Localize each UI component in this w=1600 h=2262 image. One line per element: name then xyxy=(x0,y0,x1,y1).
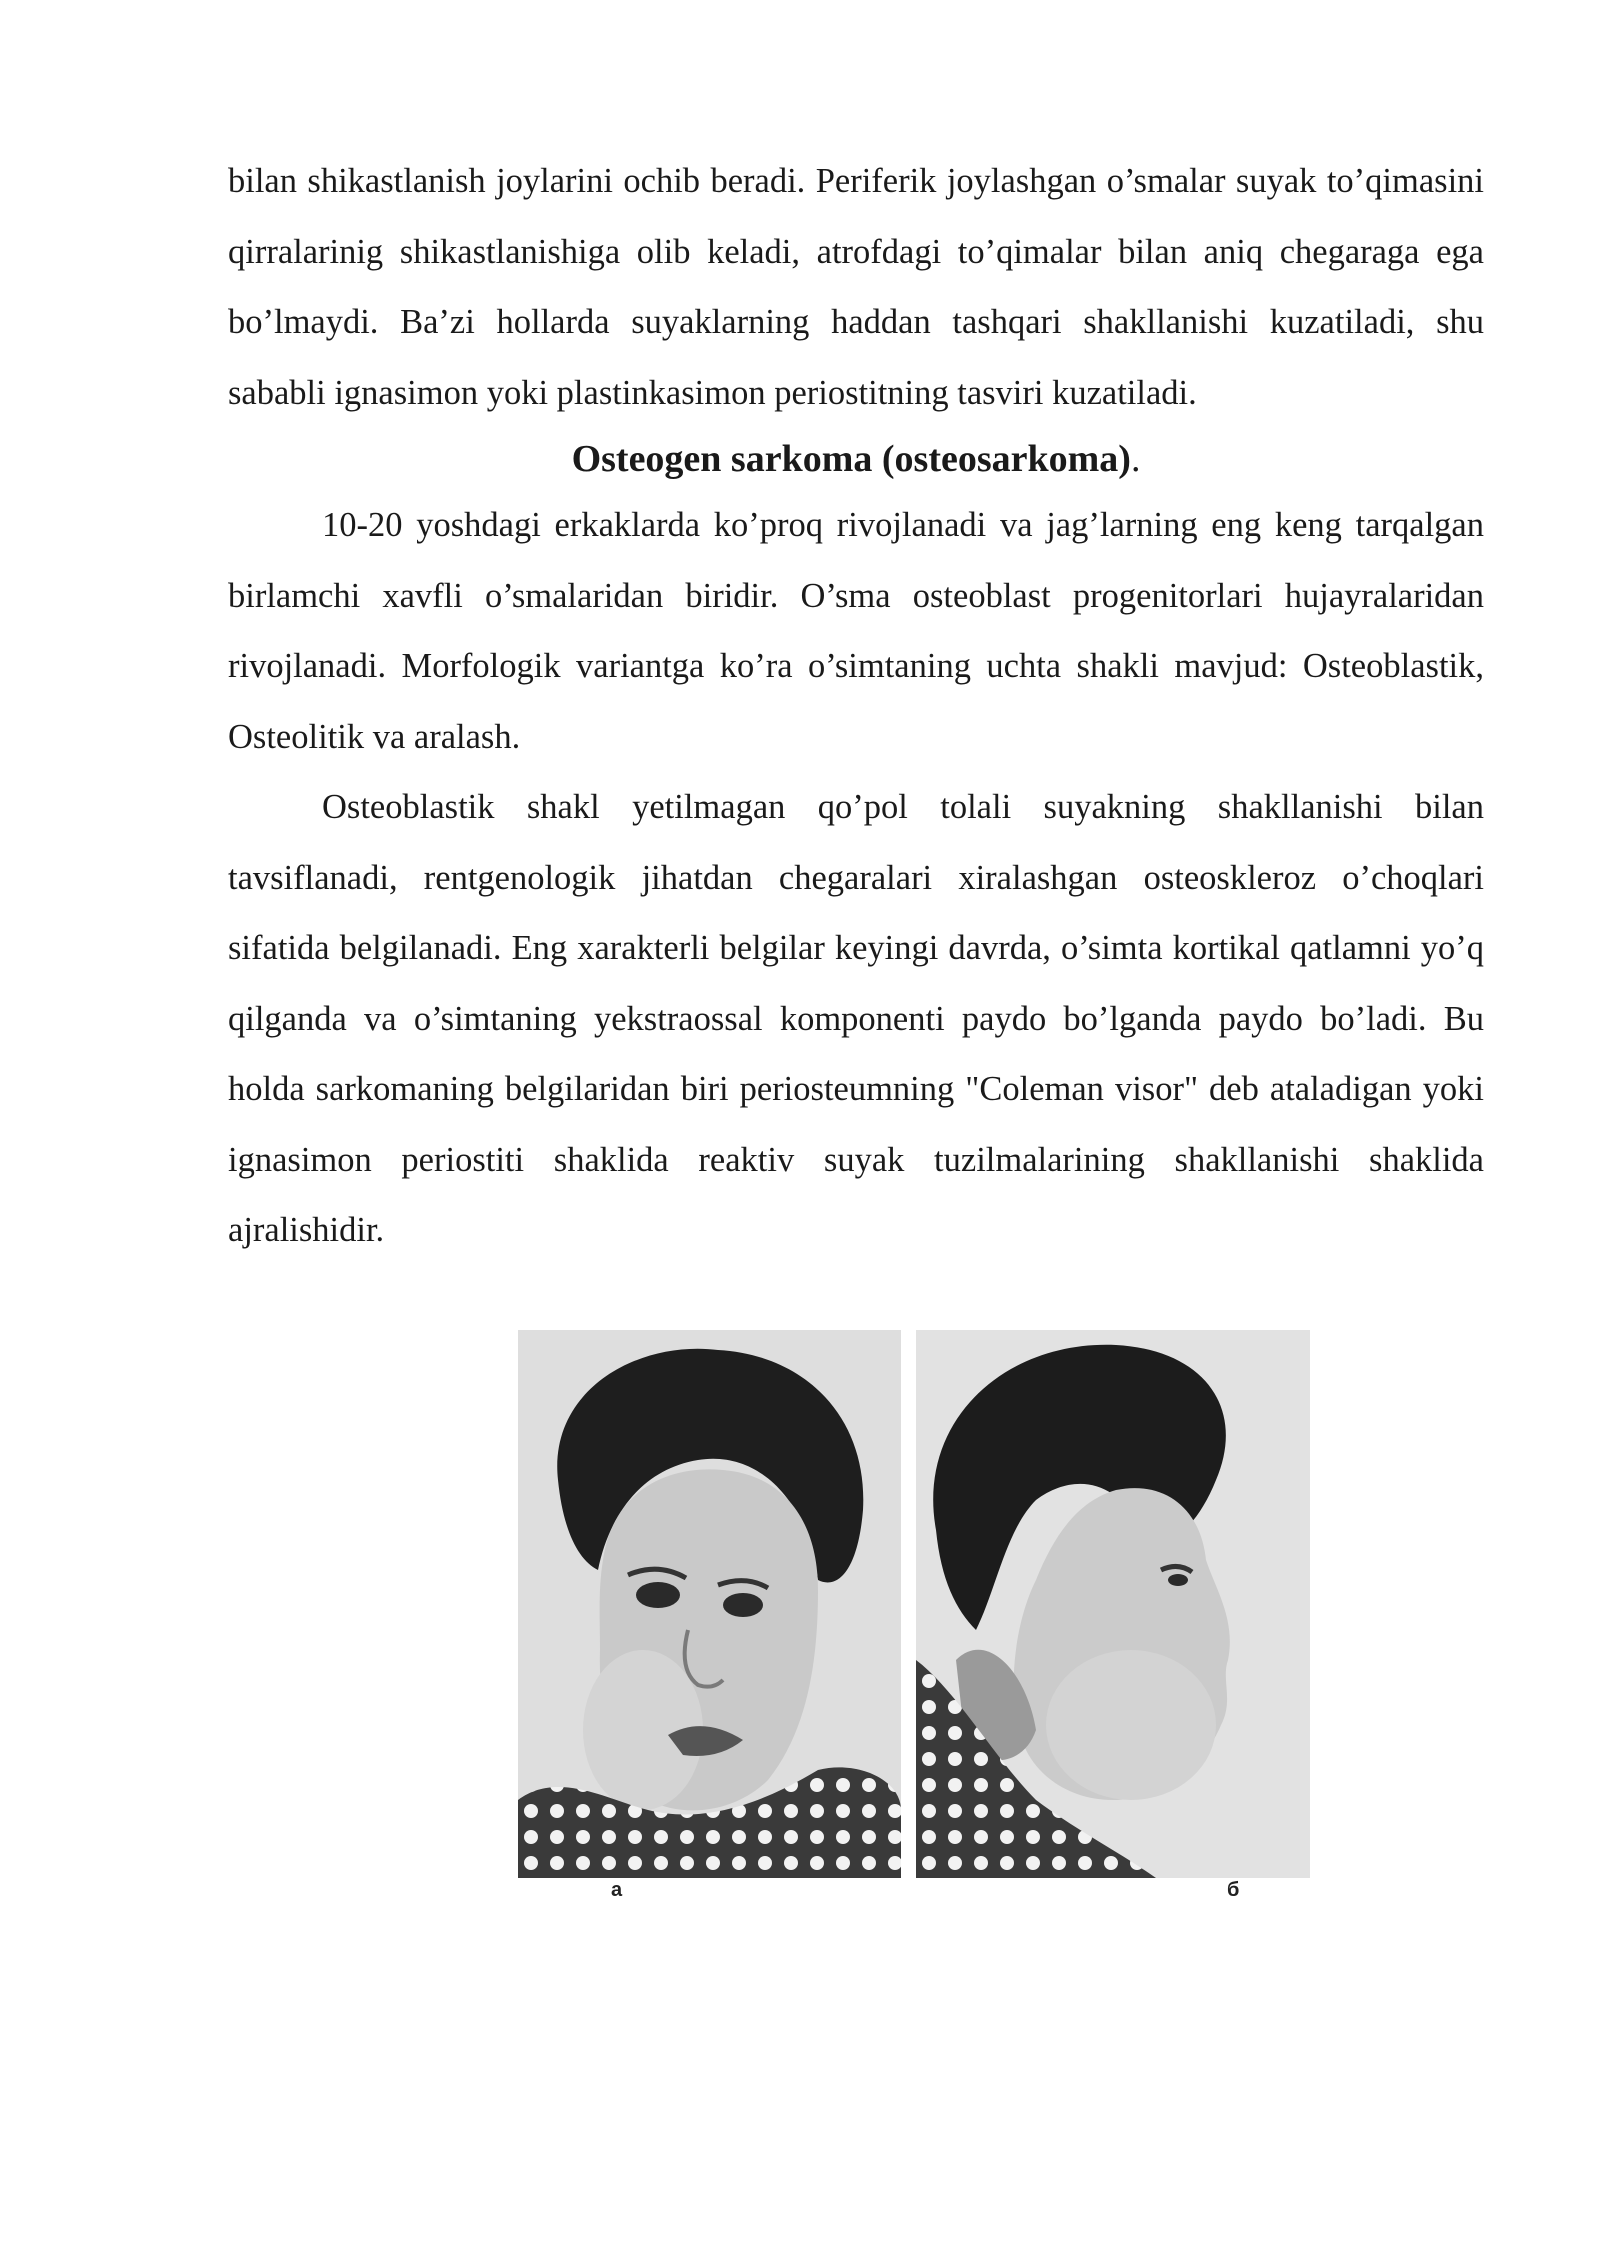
paragraph-2: 10-20 yoshdagi erkaklarda ko’proq rivojlanadi va jag’larning eng keng tarqalgan birlamchi xavfli o’smalaridan biridir. O’sma osteoblast progenitorlari hujayralaridan rivojlanadi. Morfologik variantga ko’ra o’simtaning uchta shakli mavjud: Osteoblastik, Osteolitik va aralash. xyxy=(228,506,1484,756)
intro-paragraph: bilan shikastlanish joylarini ochib beradi. Periferik joylashgan o’smalar suyak to’qimasini qirralarinig shikastlanishiga olib keladi, atrofdagi to’qimalar bilan aniq chegaraga ega bo’lmaydi. Ba’zi hollarda suyaklarning haddan tashqari shakllanishi kuzatiladi, shu sababli ignasimon yoki plastinkasimon periostitning tasviri kuzatiladi. xyxy=(228,162,1484,412)
patient-photo-profile xyxy=(916,1330,1310,1878)
figure-label-b: б xyxy=(1227,1879,1240,1901)
paragraph-3: Osteoblastik shakl yetilmagan qo’pol tolali suyakning shakllanishi bilan tavsiflanadi, rentgenologik jihatdan chegaralari xiralashgan osteoskleroz o’choqlari sifatida belgilanadi. Eng xarakterli belgilar keyingi davrda, o’simta kortikal qatlamni yo’q qilganda va o’simtaning yekstraossal komponenti paydo bo’lganda paydo bo’ladi. Bu holda sarkomaning belgilaridan biri periosteumning "Coleman visor" deb ataladigan yoki ignasimon periostiti shaklida reaktiv suyak tuzilmalarining shakllanishi shaklida ajralishidir. xyxy=(228,788,1484,1249)
section-heading-text: Osteogen sarkoma (osteosarkoma) xyxy=(571,438,1131,480)
document-page xyxy=(228,146,1484,1266)
figure-label-a: a xyxy=(611,1879,623,1901)
patient-photo-frontal xyxy=(518,1330,901,1878)
section-heading-punct: . xyxy=(1130,438,1141,480)
clinical-photo-figure xyxy=(518,1330,1315,1905)
section-heading xyxy=(228,428,1484,490)
